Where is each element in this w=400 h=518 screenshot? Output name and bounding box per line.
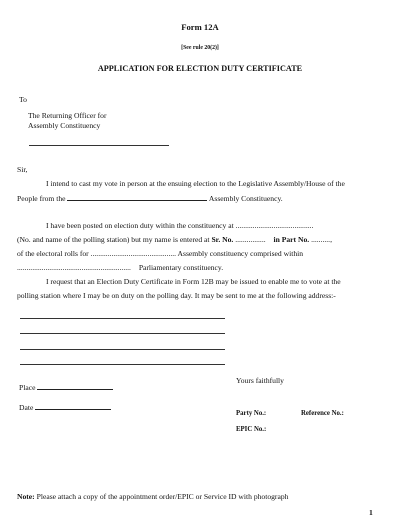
place-blank[interactable]: [37, 384, 113, 390]
page-number: 1: [369, 508, 373, 517]
serial-number-label: Sr. No.: [211, 235, 234, 244]
reference-no-label: Reference No.:: [301, 410, 344, 417]
form-number: Form 12A: [181, 22, 219, 32]
electoral-roll-blank[interactable]: .............................................: [90, 249, 177, 258]
para2-line4: [17, 264, 223, 272]
footer-note: [17, 493, 288, 501]
address-line-2: Assembly Constituency: [28, 121, 101, 130]
epic-no-label: EPIC No.:: [236, 426, 267, 433]
para2-line1-text: I have been posted on election duty within the constituency at: [46, 221, 234, 230]
para1-line2: [17, 195, 283, 203]
para3-line2: polling station where I may be on duty on the polling day. It may be sent to me at the following address:-: [17, 291, 336, 300]
part-number-label: in Part No.: [273, 235, 310, 244]
para2-line1: [46, 222, 313, 230]
note-text: Please attach a copy of the appointment order/EPIC or Service ID with photograph: [36, 492, 289, 501]
address-to: To: [19, 95, 27, 104]
para2-line3-text: of the electoral rolls for: [17, 249, 89, 258]
para1-line1: I intend to cast my vote in person at the ensuing election to the Legislative Assembly/House of the: [46, 179, 345, 188]
address-line-1: The Returning Officer for: [28, 111, 107, 120]
address-blank-line-3[interactable]: [20, 349, 225, 350]
date-field: [19, 404, 111, 412]
constituency-name-blank[interactable]: [67, 195, 207, 201]
address-blank-line-1[interactable]: [20, 318, 225, 319]
para3-line1: I request that an Election Duty Certificate in Form 12B may be issued to enable me to vote at the: [46, 277, 341, 286]
rule-reference: [See rule 20(2)]: [181, 45, 219, 51]
place-label: Place: [19, 383, 36, 392]
para2-line3-text-2: Assembly constituency comprised within: [177, 249, 304, 258]
posting-location-blank[interactable]: .........................................: [235, 221, 314, 230]
place-field: [19, 384, 113, 392]
para2-line3: [17, 250, 303, 258]
para1-prefix: People from the: [17, 194, 66, 203]
yours-faithfully: Yours faithfully: [236, 376, 284, 385]
date-label: Date: [19, 403, 34, 412]
part-number-blank[interactable]: ..........,: [311, 235, 332, 244]
form-title: APPLICATION FOR ELECTION DUTY CERTIFICATE: [97, 64, 303, 73]
salutation: Sir,: [17, 165, 28, 174]
para2-line2: [17, 236, 332, 244]
party-no-label: Party No.:: [236, 410, 267, 417]
date-blank[interactable]: [35, 404, 111, 410]
address-blank-line-2[interactable]: [20, 333, 225, 334]
serial-number-blank[interactable]: ................: [235, 235, 266, 244]
address-blank-line-4[interactable]: [20, 364, 225, 365]
note-label: Note:: [17, 492, 35, 501]
para2-line4-text: Parliamentary constituency.: [138, 263, 224, 272]
parliamentary-constituency-blank[interactable]: ............................................................: [17, 263, 131, 272]
constituency-blank-line[interactable]: [29, 145, 169, 146]
para1-suffix: Assembly Constituency.: [208, 194, 283, 203]
para2-line2-text: (No. and name of the polling station) but my name is entered at: [17, 235, 210, 244]
